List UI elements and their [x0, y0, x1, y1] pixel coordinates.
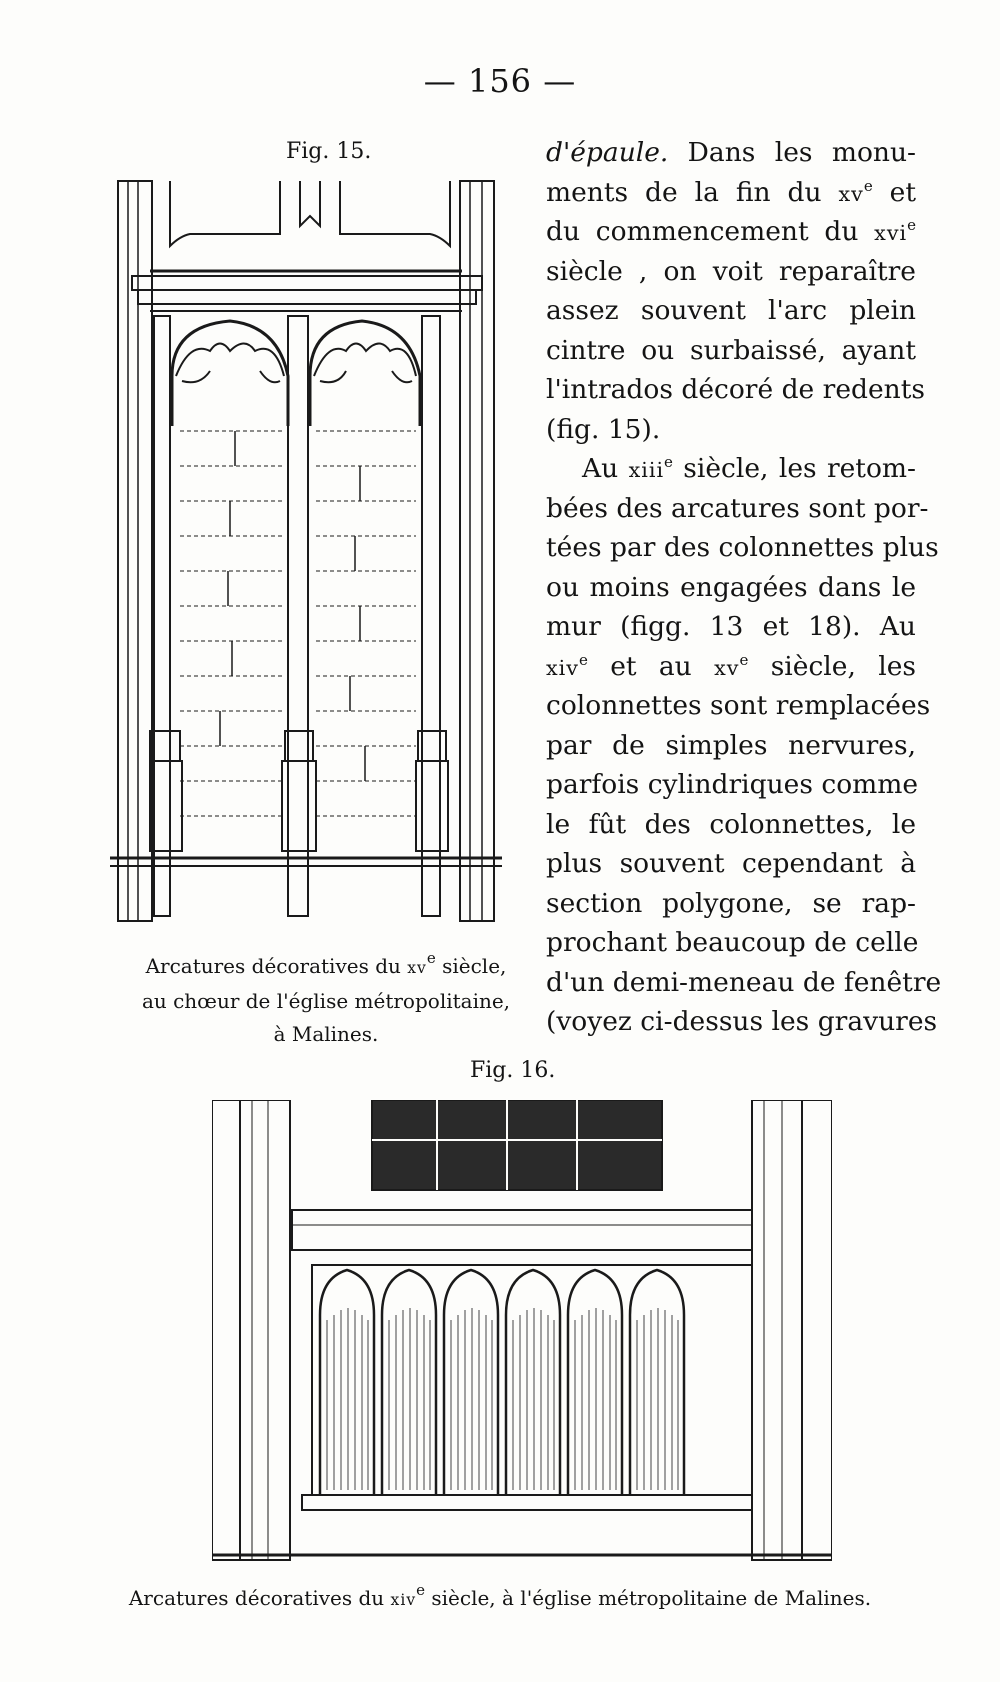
- text-line: Au xiii$^e$ siècle, les retom-: [582, 453, 916, 484]
- text-line: section polygone, se rap-: [546, 887, 916, 919]
- text-line: colonnettes sont remplacées: [546, 690, 931, 721]
- text-line: bées des arcatures sont por-: [546, 492, 929, 524]
- text-line: l'intrados décoré de redents: [546, 374, 925, 405]
- page-number: — 156 —: [423, 62, 577, 100]
- text-line: ou moins engagées dans le: [546, 571, 916, 603]
- text-line: prochant beaucoup de celle: [546, 927, 919, 958]
- figure-15-engraving: [110, 176, 522, 939]
- text-line: par de simples nervures,: [546, 729, 916, 761]
- text-line: tées par des colonnettes plus: [546, 532, 939, 563]
- text-line: d'épaule. Dans les monu-: [546, 137, 916, 168]
- text-line: parfois cylindriques comme: [546, 769, 919, 800]
- text-line: du commencement du xvi$^e$: [546, 216, 916, 247]
- figure-16-label: Fig. 16.: [470, 1058, 556, 1083]
- body-text-column: [546, 133, 942, 1042]
- figure-15-caption-line-1: Arcatures décoratives du $xv^e$ siècle,: [145, 949, 507, 978]
- figure-15-label: Fig. 15.: [286, 139, 372, 164]
- text-line: xiv$^e$ et au $xv^e$ siècle, les: [546, 650, 916, 682]
- text-line: le fût des colonnettes, le: [546, 808, 916, 840]
- figure-15-caption-line-2: au chœur de l'église métropolitaine,: [141, 989, 511, 1013]
- figure-16-engraving: [212, 1100, 832, 1570]
- text-line: assez souvent l'arc plein: [546, 295, 916, 326]
- text-line: d'un demi-meneau de fenêtre: [546, 966, 942, 998]
- figure-15-caption-line-3: à Malines.: [273, 1022, 379, 1046]
- text-line: mur (figg. 13 et 18). Au: [546, 611, 916, 642]
- figure-15-caption: [128, 950, 524, 1051]
- text-line: (voyez ci-dessus les gravures: [546, 1006, 938, 1037]
- text-line: ments de la fin du $xv^e$ et: [546, 176, 916, 208]
- text-line: siècle , on voit reparaître: [546, 255, 916, 287]
- figure-16-caption: Arcatures décoratives du xiv$^e$ siècle, à l'église métropolitaine de Malines.: [128, 1581, 872, 1610]
- text-line: (fig. 15).: [546, 413, 661, 445]
- text-line: cintre ou surbaissé, ayant: [546, 334, 916, 366]
- text-line: plus souvent cependant à: [546, 848, 916, 879]
